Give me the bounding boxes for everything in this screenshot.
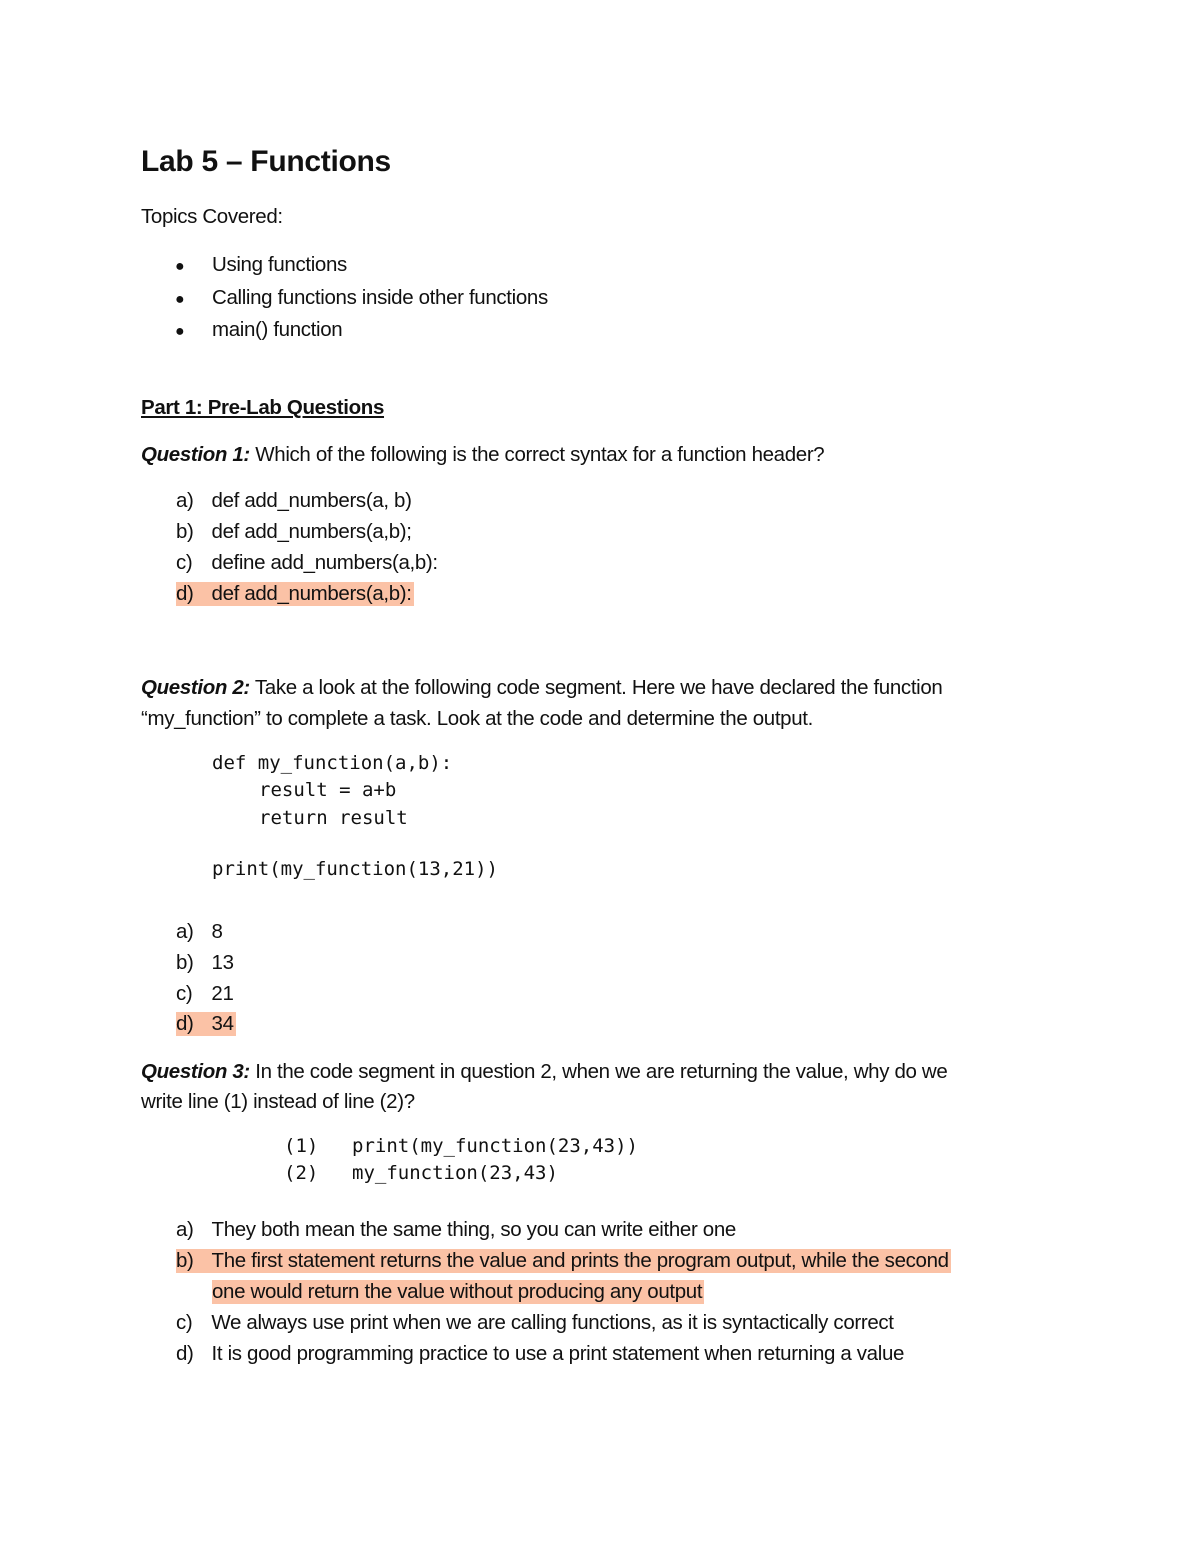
option-text: 13 xyxy=(211,951,234,974)
code-line: print(my_function(23,43)) xyxy=(352,1135,638,1157)
option-letter: c) xyxy=(176,1311,193,1334)
option-letter: d) xyxy=(176,1342,194,1365)
part1-heading: Part 1: Pre-Lab Questions xyxy=(141,396,385,419)
option-letter: d) xyxy=(176,582,194,605)
q3-option-d xyxy=(176,1342,904,1366)
code-line: result = a+b xyxy=(259,779,397,801)
topic-item: Calling functions inside other functions xyxy=(212,286,548,309)
document-title: Lab 5 – Functions xyxy=(141,145,391,178)
q3-option-b-correct xyxy=(176,1249,951,1273)
q1-label: Question 1: xyxy=(141,443,250,466)
option-text: The first statement returns the value and prints the program output, while the second xyxy=(211,1249,949,1272)
q1-text: Which of the following is the correct syntax for a function header? xyxy=(249,443,825,466)
q2-label: Question 2: xyxy=(141,676,250,699)
q2-prompt-line2: “my_function” to complete a task. Look at the code and determine the output. xyxy=(141,707,813,730)
option-letter: a) xyxy=(176,1218,194,1241)
code-line: my_function(23,43) xyxy=(352,1162,558,1184)
q1-option-d-correct xyxy=(176,582,414,606)
topic-item: Using functions xyxy=(212,253,347,276)
q3-option-b-continued: one would return the value without producing any output xyxy=(212,1280,703,1303)
q2-option-d-correct xyxy=(176,1012,236,1036)
bullet-icon: ● xyxy=(175,291,185,308)
q2-option-a xyxy=(176,920,223,944)
option-text: 8 xyxy=(211,920,223,943)
code-line: print(my_function(13,21)) xyxy=(212,858,498,880)
option-text: It is good programming practice to use a print statement when returning a value xyxy=(211,1342,905,1365)
option-letter: b) xyxy=(176,520,194,543)
q3-label: Question 3: xyxy=(141,1060,250,1083)
code-line-number: (2) xyxy=(284,1162,319,1184)
topic-item: main() function xyxy=(212,318,343,341)
q1-option-b xyxy=(176,520,412,544)
code-line: def my_function(a,b): xyxy=(212,752,453,774)
option-text: define add_numbers(a,b): xyxy=(211,551,438,574)
option-text: def add_numbers(a,b): xyxy=(211,582,412,605)
option-text: We always use print when we are calling functions, as it is syntactically correct xyxy=(211,1311,894,1334)
option-letter: a) xyxy=(176,489,194,512)
q2-option-c xyxy=(176,982,234,1006)
option-letter: a) xyxy=(176,920,194,943)
option-text: def add_numbers(a, b) xyxy=(211,489,412,512)
bullet-icon: ● xyxy=(175,323,185,340)
bullet-icon: ● xyxy=(175,258,185,275)
option-text: def add_numbers(a,b); xyxy=(211,520,412,543)
q1-option-a xyxy=(176,489,412,513)
q3-text: In the code segment in question 2, when we are returning the value, why do we xyxy=(249,1060,948,1083)
option-letter: c) xyxy=(176,982,193,1005)
q2-prompt-line1 xyxy=(141,676,942,700)
option-text: 34 xyxy=(211,1012,234,1035)
q1-prompt xyxy=(141,443,824,467)
code-line: return result xyxy=(259,807,408,829)
topics-heading: Topics Covered: xyxy=(141,205,283,228)
option-letter: b) xyxy=(176,1249,194,1272)
option-text: 21 xyxy=(211,982,234,1005)
q1-option-c xyxy=(176,551,438,575)
option-text: They both mean the same thing, so you can write either one xyxy=(211,1218,736,1241)
q2-text: Take a look at the following code segment. Here we have declared the function xyxy=(249,676,943,699)
q3-option-c xyxy=(176,1311,894,1335)
option-letter: d) xyxy=(176,1012,194,1035)
q3-option-a xyxy=(176,1218,736,1242)
code-line-number: (1) xyxy=(284,1135,319,1157)
q3-prompt-line1 xyxy=(141,1060,947,1084)
option-letter: b) xyxy=(176,951,194,974)
q3-prompt-line2: write line (1) instead of line (2)? xyxy=(141,1090,415,1113)
option-letter: c) xyxy=(176,551,193,574)
q2-option-b xyxy=(176,951,234,975)
